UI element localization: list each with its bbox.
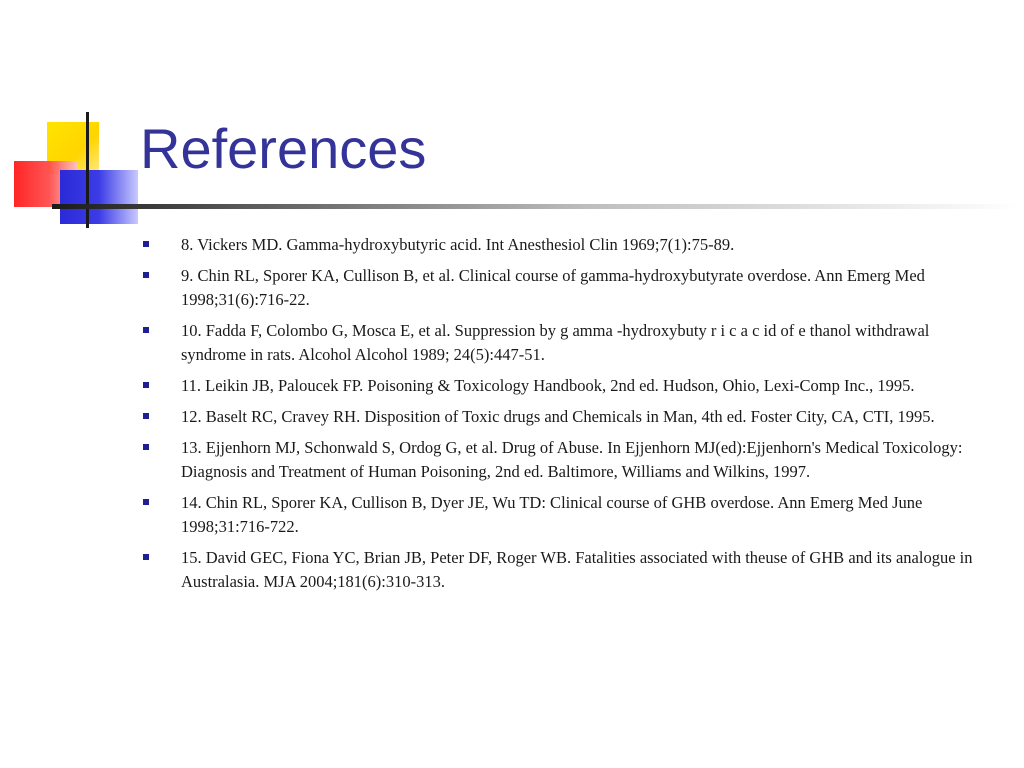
reference-text: 10. Fadda F, Colombo G, Mosca E, et al. Suppression by g amma -hydroxybuty r i c a c id of e thanol withdrawal syndrome in rats. Alcohol Alcohol 1989; 24(5):447-51. [181, 321, 930, 364]
bullet-square-icon [143, 327, 149, 333]
reference-item [143, 319, 993, 367]
reference-list [143, 233, 993, 601]
reference-item [143, 264, 993, 312]
bullet-square-icon [143, 272, 149, 278]
logo-blue-square [60, 170, 138, 224]
reference-item [143, 546, 993, 594]
reference-item [143, 491, 993, 539]
reference-item [143, 233, 993, 257]
reference-text: 8. Vickers MD. Gamma-hydroxybutyric acid. Int Anesthesiol Clin 1969;7(1):75-89. [181, 235, 735, 254]
title-underline [52, 204, 1020, 209]
reference-text: 14. Chin RL, Sporer KA, Cullison B, Dyer JE, Wu TD: Clinical course of GHB overdose. Ann Emerg Med June 1998;31:716-722. [181, 493, 923, 536]
bullet-square-icon [143, 444, 149, 450]
reference-text: 9. Chin RL, Sporer KA, Cullison B, et al. Clinical course of gamma-hydroxybutyrate overdose. Ann Emerg Med 1998;31(6):716-22. [181, 266, 925, 309]
bullet-square-icon [143, 413, 149, 419]
reference-text: 15. David GEC, Fiona YC, Brian JB, Peter DF, Roger WB. Fatalities associated with theuse of GHB and its analogue in Australasia. MJA 2004;181(6):310-313. [181, 548, 973, 591]
bullet-square-icon [143, 554, 149, 560]
reference-text: 11. Leikin JB, Paloucek FP. Poisoning & Toxicology Handbook, 2nd ed. Hudson, Ohio, Lexi-Comp Inc., 1995. [181, 376, 915, 395]
reference-item [143, 436, 993, 484]
reference-item [143, 405, 993, 429]
bullet-square-icon [143, 241, 149, 247]
bullet-square-icon [143, 382, 149, 388]
slide-title: References [140, 117, 427, 180]
bullet-square-icon [143, 499, 149, 505]
reference-item [143, 374, 993, 398]
reference-text: 12. Baselt RC, Cravey RH. Disposition of Toxic drugs and Chemicals in Man, 4th ed. Foster City, CA, CTI, 1995. [181, 407, 935, 426]
logo-vertical-line [86, 112, 89, 228]
reference-text: 13. Ejjenhorn MJ, Schonwald S, Ordog G, et al. Drug of Abuse. In Ejjenhorn MJ(ed):Ejjenhorn's Medical Toxicology: Diagnosis and Treatment of Human Poisoning, 2nd ed. Baltimore, Williams and Wilkins, 1997. [181, 438, 963, 481]
